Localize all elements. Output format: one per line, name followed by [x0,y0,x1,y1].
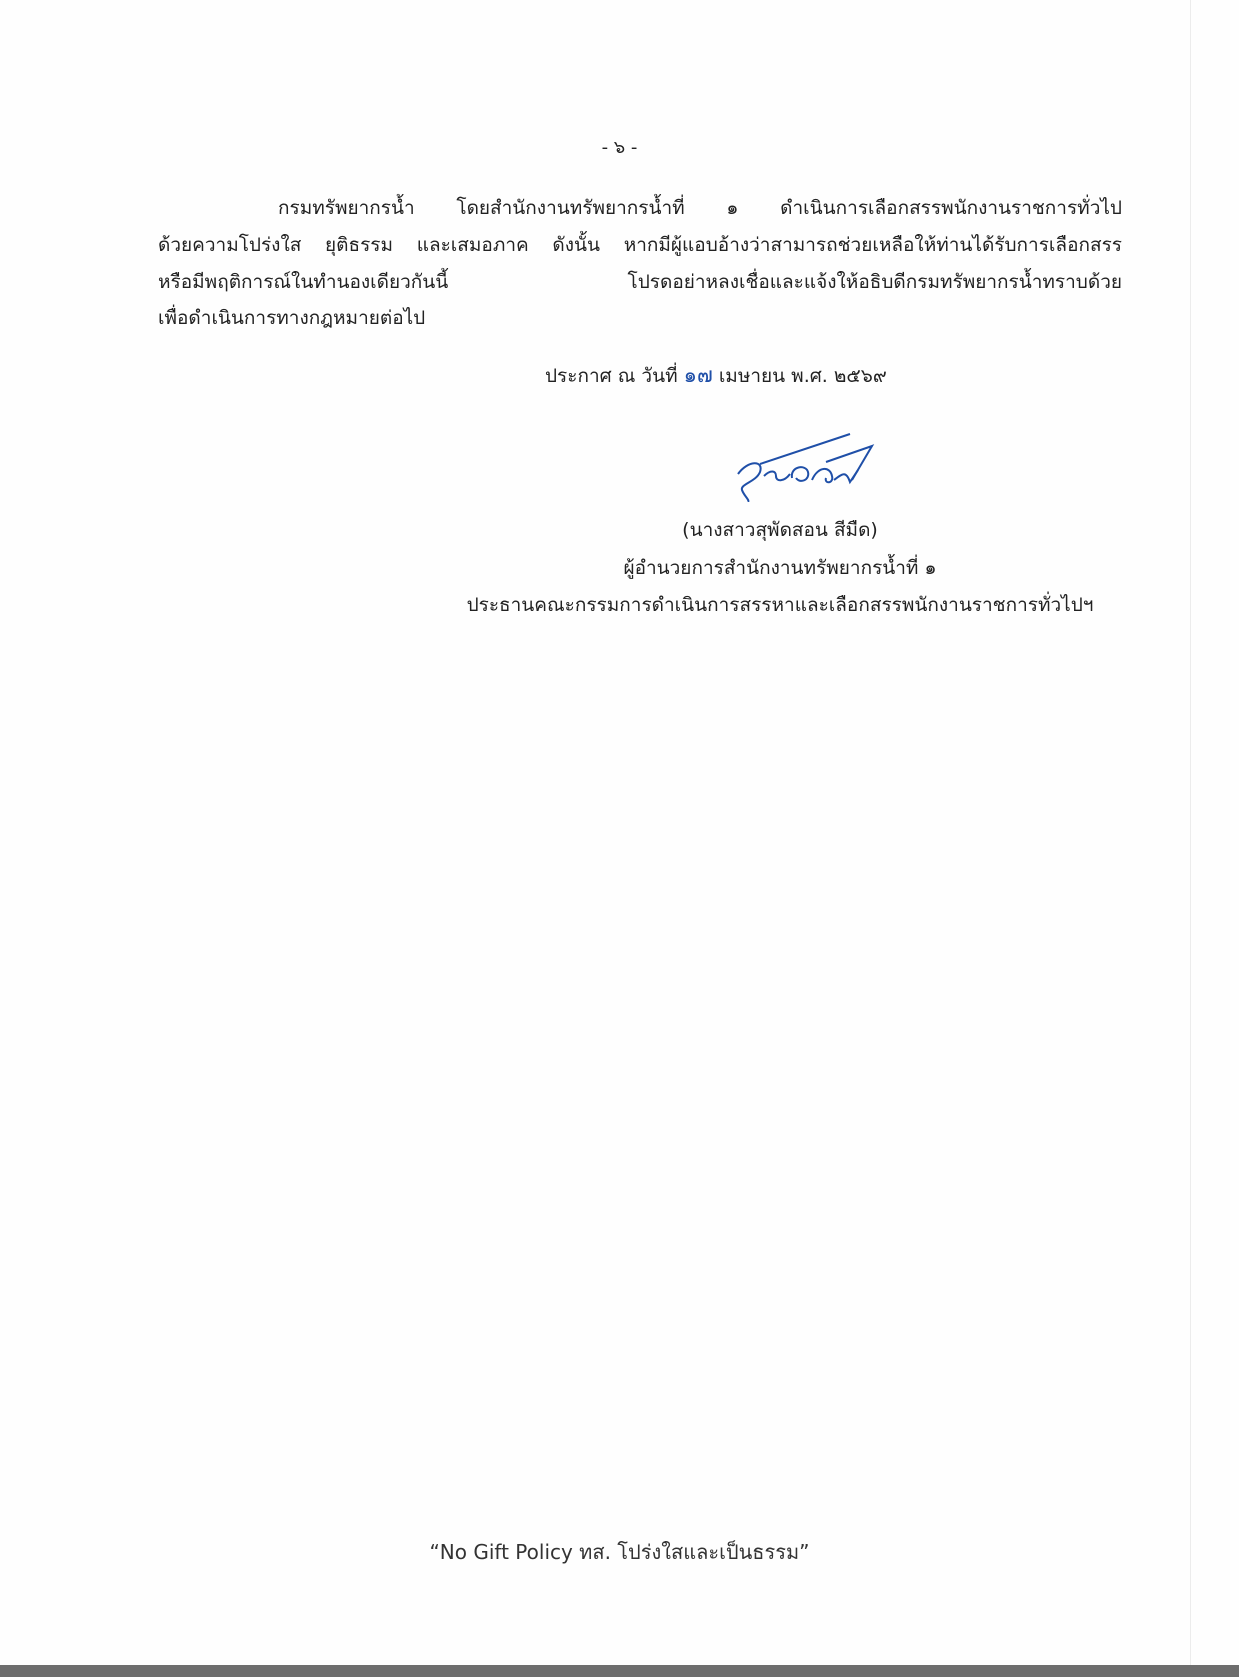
signatory-position-1: ผู้อำนวยการสำนักงานทรัพยากรน้ำที่ ๑ [623,557,937,579]
date-day-handwritten: ๑๗ [683,363,713,387]
date-month-year: เมษายน พ.ศ. ๒๕๖๙ [718,365,887,387]
scan-edge-line [1190,0,1191,1665]
signatory-name: (นางสาวสุพัดสอน สีมืด) [682,519,878,541]
signatory-position-2: ประธานคณะกรรมการดำเนินการสรรหาและเลือกสรรพนักงานราชการทั่วไปฯ [466,594,1094,616]
paragraph-line-4: เพื่อดำเนินการทางกฎหมายต่อไป [158,307,426,329]
scan-bottom-band [0,1665,1239,1677]
paragraph-line-3: หรือมีพฤติการณ์ในทำนองเดียวกันนี้ โปรดอย่าหลงเชื่อและแจ้งให้อธิบดีกรมทรัพยากรน้ำทราบด้วย [158,271,1122,293]
signature-icon [730,430,880,502]
footer-slogan: “No Gift Policy ทส. โปร่งใสและเป็นธรรม” [429,1540,810,1564]
date-prefix: ประกาศ ณ วันที่ [545,365,678,387]
paragraph-line-1: กรมทรัพยากรน้ำ โดยสำนักงานทรัพยากรน้ำที่ ๑ ดำเนินการเลือกสรรพนักงานราชการทั่วไป [278,197,1122,219]
page-number: - ๖ - [601,137,638,158]
paragraph-line-2: ด้วยความโปร่งใส ยุติธรรม และเสมอภาค ดังนั้น หากมีผู้แอบอ้างว่าสามารถช่วยเหลือให้ท่านได้รับการเลือกสรร [158,234,1122,256]
announcement-date [545,363,887,388]
